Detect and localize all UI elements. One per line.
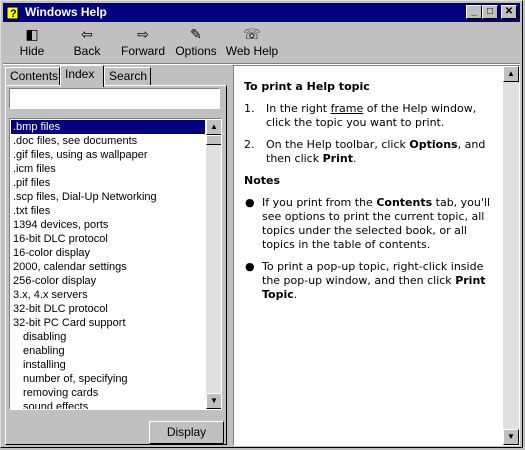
options-icon: ✎ (190, 26, 202, 42)
scroll-up-button[interactable] (206, 119, 222, 135)
options-button[interactable] (175, 25, 217, 61)
notes-heading: Notes (244, 174, 281, 187)
index-item[interactable]: .txt files (13, 205, 51, 217)
scroll-down-arrow-icon: ▼ (507, 432, 515, 441)
frame-link[interactable]: frame (330, 102, 364, 115)
back-label: Back (73, 44, 101, 58)
note-1-text-end: tab, you'll see options to print the current topic, all topics under the selected book, or all topics in the table of contents. (262, 196, 491, 251)
hide-icon: ◧ (25, 26, 39, 42)
note-1-contents: Contents (376, 196, 433, 209)
index-item[interactable]: disabling (23, 331, 67, 343)
step-1-number: 1. (244, 102, 255, 115)
topic-content (244, 80, 496, 310)
index-search-input[interactable] (9, 88, 220, 109)
options-label: Options (175, 44, 217, 58)
step-2-options: Options (409, 138, 458, 151)
scroll-up-arrow-icon: ▲ (210, 122, 218, 131)
index-list[interactable] (9, 118, 222, 410)
help-book-icon (6, 4, 22, 20)
tab-index-label: Index (65, 67, 95, 81)
index-item[interactable]: .pif files (13, 177, 51, 189)
step-2-print: Print (322, 152, 353, 165)
index-item[interactable]: number of, specifying (23, 373, 128, 385)
note-2-text: To print a pop-up topic, right-click inside the pop-up window, and then click (262, 260, 484, 287)
scroll-down-arrow-icon: ▼ (210, 396, 218, 405)
close-button[interactable] (501, 5, 517, 19)
index-item[interactable]: .doc files, see documents (13, 135, 138, 147)
index-items (11, 120, 205, 410)
topic-scroll-down-button[interactable] (503, 429, 519, 445)
index-item[interactable]: 16-color display (13, 247, 91, 259)
display-button[interactable] (149, 421, 224, 444)
index-item[interactable]: .gif files, using as wallpaper (13, 149, 148, 161)
tab-index[interactable] (60, 65, 104, 87)
step-2-number: 2. (244, 138, 255, 151)
note-1-text: If you print from the (262, 196, 373, 209)
note-2-text-end: . (293, 288, 298, 301)
note-1 (244, 196, 496, 252)
index-item[interactable]: 256-color display (13, 275, 97, 287)
index-item[interactable]: 3.x, 4.x servers (13, 289, 88, 301)
svg-text:?: ? (10, 8, 17, 20)
toolbar (3, 24, 520, 62)
hide-label: Hide (19, 44, 45, 58)
index-scrollbar[interactable] (206, 119, 222, 409)
maximize-icon: □ (486, 6, 494, 17)
index-item[interactable]: sound effects (23, 401, 89, 410)
topic-scroll-up-button[interactable] (503, 66, 519, 82)
scroll-thumb[interactable] (206, 135, 222, 145)
tab-contents[interactable] (5, 67, 60, 85)
index-item[interactable]: 32-bit PC Card support (13, 317, 126, 329)
index-item[interactable]: 16-bit DLC protocol (13, 233, 108, 245)
topic-scrollbar[interactable] (503, 66, 519, 445)
minimize-button[interactable] (466, 5, 482, 19)
step-2-text-end: . (352, 152, 357, 165)
step-1-text-end: of the Help window, click the topic you want to print. (266, 102, 477, 129)
forward-button[interactable] (118, 25, 168, 61)
bullet-icon: ● (245, 196, 255, 209)
tab-search[interactable] (104, 67, 151, 85)
step-1 (244, 102, 496, 130)
step-2-text-mid: , and then click (266, 138, 486, 165)
topic-title: To print a Help topic (244, 80, 370, 93)
index-item[interactable]: 1394 devices, ports (13, 219, 109, 231)
window-title: Windows Help (25, 5, 107, 19)
back-arrow-icon: ⇦ (81, 26, 93, 42)
index-item[interactable]: .scp files, Dial-Up Networking (13, 191, 157, 203)
index-item[interactable]: removing cards (23, 387, 99, 399)
step-2-text: On the Help toolbar, click (266, 138, 406, 151)
forward-arrow-icon: ⇨ (137, 26, 149, 42)
bullet-icon: ● (245, 260, 255, 273)
index-item[interactable]: 32-bit DLC protocol (13, 303, 108, 315)
hide-button[interactable] (11, 25, 53, 61)
maximize-button[interactable] (482, 5, 498, 19)
web-help-icon: ☏ (243, 26, 261, 42)
index-item[interactable]: installing (23, 359, 66, 371)
forward-label: Forward (120, 44, 165, 58)
minimize-icon: _ (471, 6, 477, 17)
note-2 (244, 260, 496, 302)
tab-search-label: Search (109, 69, 148, 83)
index-item[interactable]: .icm files (13, 163, 56, 175)
scroll-down-button[interactable] (206, 393, 222, 409)
step-1-text: In the right (266, 102, 328, 115)
index-item[interactable]: .bmp files (11, 120, 205, 134)
scroll-up-arrow-icon: ▲ (507, 69, 515, 78)
step-2 (244, 138, 496, 166)
index-item[interactable]: enabling (23, 345, 65, 357)
navigation-pane (3, 64, 228, 447)
close-icon: ✕ (504, 6, 514, 17)
note-2-print-topic: Print Topic (262, 274, 486, 301)
back-button[interactable] (65, 25, 109, 61)
web-help-label: Web Help (225, 44, 279, 58)
display-button-label: Display (166, 425, 207, 439)
index-item[interactable]: 2000, calendar settings (13, 261, 127, 273)
web-help-button[interactable] (225, 25, 279, 61)
title-bar[interactable] (3, 3, 520, 22)
topic-pane (233, 65, 520, 446)
tab-contents-label: Contents (10, 69, 59, 83)
